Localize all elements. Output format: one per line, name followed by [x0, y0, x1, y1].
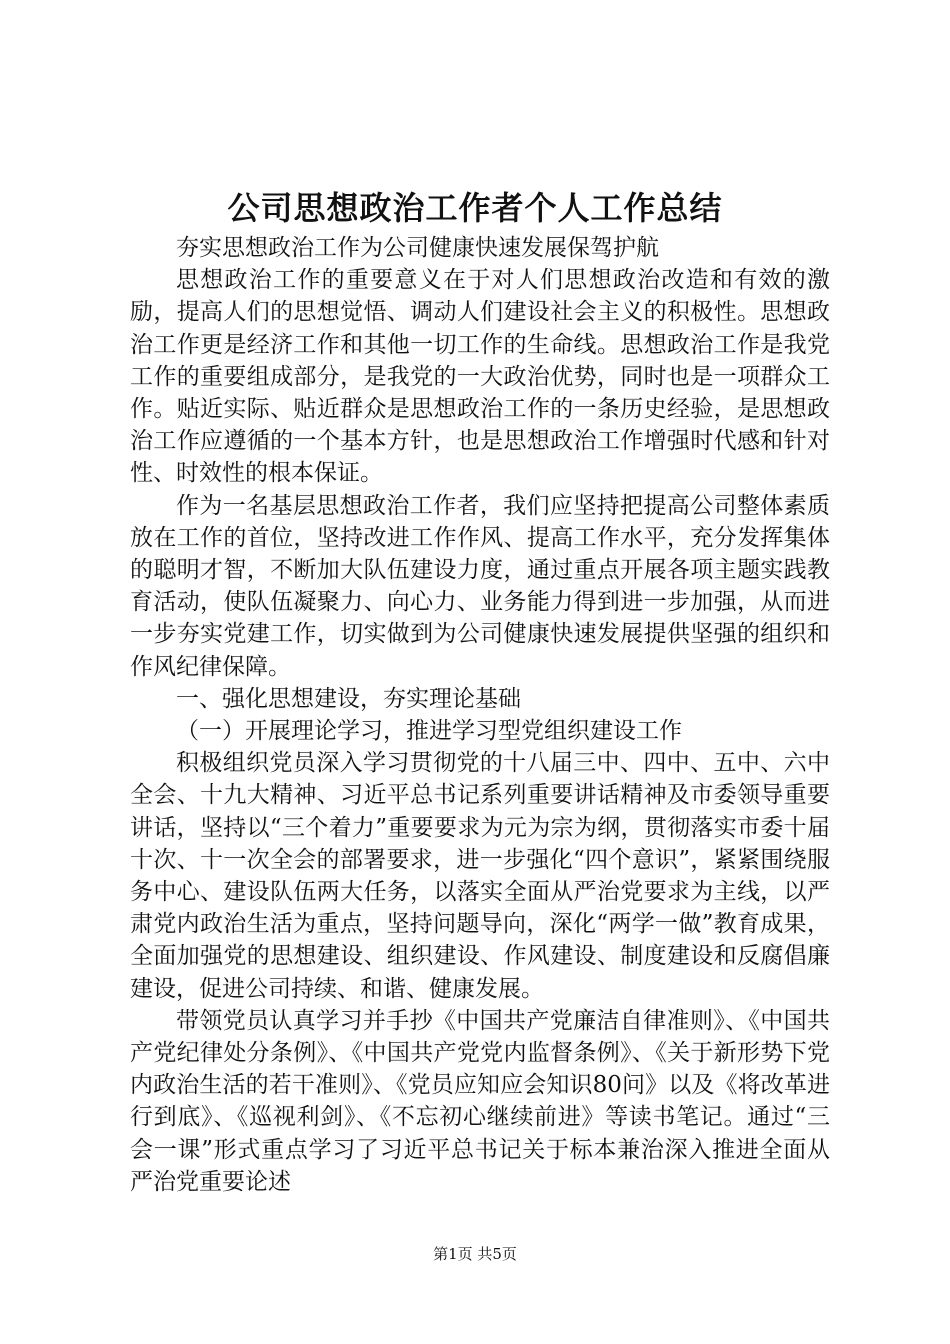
body-paragraph: 作为一名基层思想政治工作者，我们应坚持把提高公司整体素质放在工作的首位，坚持改进工作作风、提高工作水平，充分发挥集体的聪明才智，不断加大队伍建设力度，通过重点开展各项主题实践教育活动，使队伍凝聚力、向心力、业务能力得到进一步加强，从而进一步夯实党建工作，切实做到为公司健康快速发展提供坚强的组织和作风纪律保障。	[130, 492, 830, 680]
body-paragraph: 积极组织党员深入学习贯彻党的十八届三中、四中、五中、六中全会、十九大精神、习近平总书记系列重要讲话精神及市委领导重要讲话，坚持以“三个着力”重要要求为元为宗为纲，贯彻落实市委十届十次、十一次全会的部署要求，进一步强化“四个意识”，紧紧围绕服务中心、建设队伍两大任务，以落实全面从严治党要求为主线，以严肃党内政治生活为重点，坚持问题导向，深化“两学一做”教育成果，全面加强党的思想建设、组织建设、作风建设、制度建设和反腐倡廉建设，促进公司持续、和谐、健康发展。	[130, 750, 830, 1002]
body-paragraph: 思想政治工作的重要意义在于对人们思想政治改造和有效的激励，提高人们的思想觉悟、调动人们建设社会主义的积极性。思想政治工作更是经济工作和其他一切工作的生命线。思想政治工作是我党工作的重要组成部分，是我党的一大政治优势，同时也是一项群众工作。贴近实际、贴近群众是思想政治工作的一条历史经验，是思想政治工作应遵循的一个基本方针，也是思想政治工作增强时代感和针对性、时效性的根本保证。	[130, 267, 830, 487]
document-title: 公司思想政治工作者个人工作总结	[227, 189, 723, 227]
section-heading: 一、强化思想建设，夯实理论基础	[176, 685, 521, 712]
subtitle-paragraph: 夯实思想政治工作为公司健康快速发展保驾护航	[176, 235, 659, 261]
document-body	[130, 232, 830, 1198]
page-footer: 第1页 共5页	[433, 1245, 517, 1263]
subsection-heading: （一）开展理论学习，推进学习型党组织建设工作	[176, 718, 682, 745]
body-paragraph: 带领党员认真学习并手抄《中国共产党廉洁自律准则》、《中国共产党纪律处分条例》、《中国共产党党内监督条例》、《关于新形势下党内政治生活的若干准则》、《党员应知应会知识80问》以及《将改革进行到底》、《巡视利剑》、《不忘初心继续前进》等读书笔记。通过“三会一课”形式重点学习了习近平总书记关于标本兼治深入推进全面从严治党重要论述	[130, 1007, 830, 1195]
